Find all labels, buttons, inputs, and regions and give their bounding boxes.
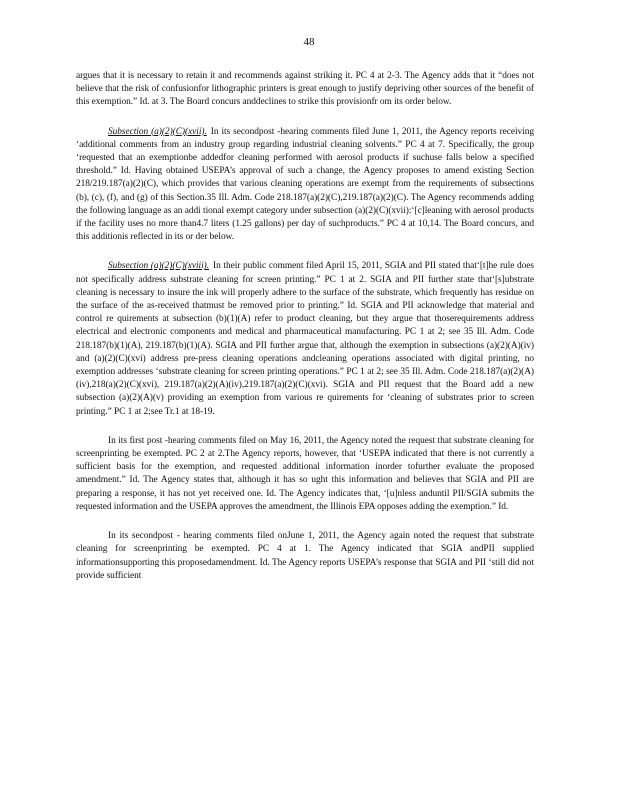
paragraph-3-text: In their public comment filed April 15, 2011, SGIA and PII stated that‘[t]he rule does not specifically address substrate cleaning for screen printing.” PC 1 at 2. SGIA and PII further state that‘[s]ubstrate cleaning is necessary to insure the ink will properly adhere to the surface of the substrate, which frequently has residue on the surface of the as-received thatmust be removed prior to printing.” Id. SGIA and PII acknowledge that material and control re quirements at subsection (b)(1)(A) refer to product cleaning, but they argue that thoserequirements address electrical and electronic components and medical and pharmaceutical manufacturing. PC 1 at 2; see 35 Ill. Adm. Code 218.187(b)(1)(A), 219.187(b)(1)(A). SGIA and PII further argue that, although the exemption in subsections (a)(2)(A)(iv) and (a)(2)(C)(xvi) address pre-press cleaning operations andcleaning operations associated with digital printing, no exemption addresses ‘substrate cleaning for screen printing operations.” PC 1 at 2; see 35 Ill. Adm. Code 218.187(a)(2)(A)(iv),218(a)(2)(C)(xvi), 219.187(a)(2)(A)(iv),219.187(a)(2)(C)(xvi). SGIA and PII request that the Board add a new subsection (a)(2)(A)(v) providing an exemption from various re quirements for ‘cleaning of substrates prior to screen printing.” PC 1 at 2;see Tr.1 at 18-19. <box>76 261 534 417</box>
paragraph-2 <box>76 126 534 245</box>
paragraph-4: In its first post -hearing comments filed on May 16, 2011, the Agency noted the request that substrate cleaning for screenprinting be exempted. PC 2 at 2.The Agency reports, however, that ‘USEPA indicated that there is not currently a sufficient basis for the exemption, and requested additional information inorder tofurther evaluate the proposed amendment.” Id. The Agency states that, although it has so ught this information and believes that SGIA and PII are preparing a response, it has not yet received one. Id. The Agency indicates that, ‘[u]nless anduntil PII/SGIA submits the requested information and the USEPA approves the amendment, the Illinois EPA opposes adding the exemption.” Id. <box>76 435 534 512</box>
paragraph-1: argues that it is necessary to retain it and recommends against striking it. PC 4 at 2-3. The Agency adds that it “does not believe that the risk of confusionfor lithographic printers is great enough to justify depriving other sources of the benefit of this exemption.” Id. at 3. The Board concurs anddeclines to strike this provisionfr om its order below. <box>76 71 534 108</box>
subsection-heading-xviii: Subsection (a)(2)(C)(xviii). <box>108 261 210 272</box>
paragraph-5: In its secondpost - hearing comments filed onJune 1, 2011, the Agency again noted the request that substrate cleaning for screenprinting be exempted. PC 4 at 1. The Agency indicated that SGIA andPII supplied informationsupporting this proposedamendment. Id. The Agency reports USEPA’s response that SGIA and PII ‘still did not provide sufficient <box>76 531 534 581</box>
document-body <box>76 70 534 599</box>
paragraph-3 <box>76 260 534 418</box>
paragraph-2-text: In its secondpost -hearing comments filed June 1, 2011, the Agency reports receiving ‘additional comments from an industry group regarding industrial cleaning solvents.” PC 4 at 7. Specifically, the group ‘requested that an exemptionbe addedfor cleaning performed with aerosol products if suchuse falls below a specified threshold.” Id. Having obtained USEPA’s approval of such a change, the Agency proposes to amend existing Section 218/219.187(a)(2)(C), which provides that various cleaning operations are exempt from the requirements of subsections (b), (c), (f), and (g) of this Section.35 Ill. Adm. Code 218.187(a)(2)(C),219.187(a)(2)(C). The Agency recommends adding the following language as an addi tional exempt category under subsection (a)(2)(C)(xvii):‘[c]leaning with aerosol products if the facility uses no more than4.7 liters (1.25 gallons) per day of suchproducts.” PC 4 at 10,14. The Board concurs, and this additionis reflected in its or der below. <box>76 126 534 243</box>
page-number: 48 <box>303 36 315 48</box>
subsection-heading-xvii: Subsection (a)(2)(C)(xvii). <box>108 126 207 137</box>
